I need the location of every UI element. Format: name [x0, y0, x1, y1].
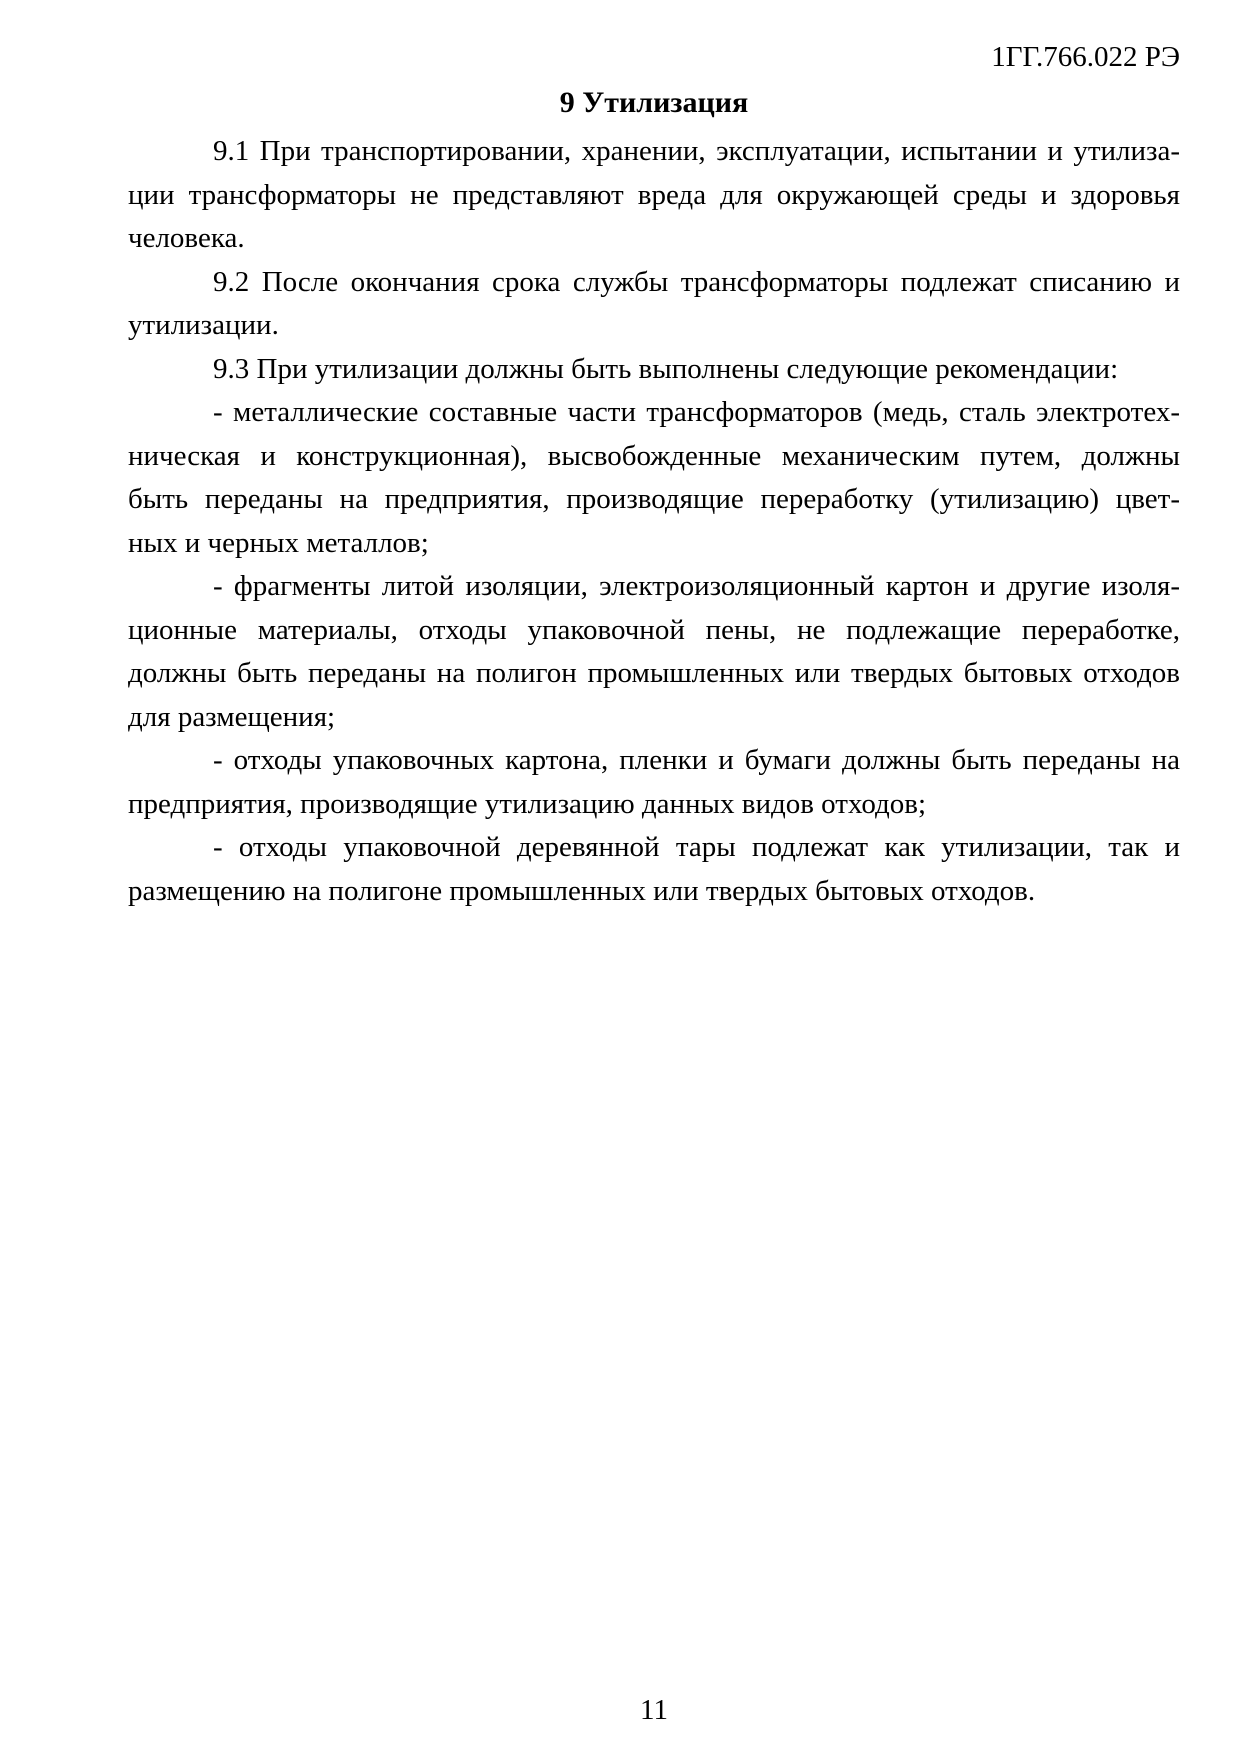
paragraph-9-2 [128, 261, 1180, 348]
text-line: - отходы упаковочной деревянной тары подлежат как утилизации, так и [213, 831, 1180, 863]
text-line: ных и черных металлов; [128, 526, 429, 559]
text-line: - отходы упаковочных картона, пленки и бумаги должны быть переданы на [213, 744, 1180, 776]
text-line: для размещения; [128, 700, 336, 733]
bullet-cardboard [128, 739, 1180, 826]
bullet-metals [128, 391, 1180, 565]
text-line: - металлические составные части трансформаторов (медь, сталь электротех- [213, 396, 1180, 428]
text-line: - фрагменты литой изоляции, электроизоляционный картон и другие изоля- [213, 570, 1180, 602]
bullet-insulation [128, 565, 1180, 739]
text-line: утилизации. [128, 309, 279, 341]
text-line: ническая и конструкционная), высвобожденные механическим путем, должны [128, 439, 1180, 472]
section-title: 9 Утилизация [559, 86, 749, 119]
doc-code: 1ГГ.766.022 РЭ [991, 41, 1180, 73]
text-line: ции трансформаторы не представляют вреда для окружающей среды и здоровья [128, 178, 1180, 211]
page-number: 11 [640, 1694, 668, 1726]
text-line: быть переданы на предприятия, производящие переработку (утилизацию) цвет- [128, 483, 1180, 515]
text-line: человека. [128, 222, 245, 254]
text-line: размещению на полигоне промышленных или твердых бытовых отходов. [128, 874, 1036, 907]
text-line: 9.1 При транспортировании, хранении, эксплуатации, испытании и утилиза- [213, 135, 1180, 167]
text-line: 9.2 После окончания срока службы трансформаторы подлежат списанию и [213, 265, 1180, 298]
text-line: должны быть переданы на полигон промышленных или твердых бытовых отходов [128, 657, 1180, 689]
text-line: ционные материалы, отходы упаковочной пены, не подлежащие переработке, [128, 613, 1180, 646]
paragraph-9-1 [128, 130, 1180, 261]
text-line: предприятия, производящие утилизацию данных видов отходов; [128, 787, 927, 820]
text-line: 9.3 При утилизации должны быть выполнены следующие рекомендации: [213, 352, 1119, 385]
bullet-wooden [128, 826, 1180, 913]
paragraph-9-3 [128, 348, 1180, 392]
document-body [128, 130, 1180, 913]
